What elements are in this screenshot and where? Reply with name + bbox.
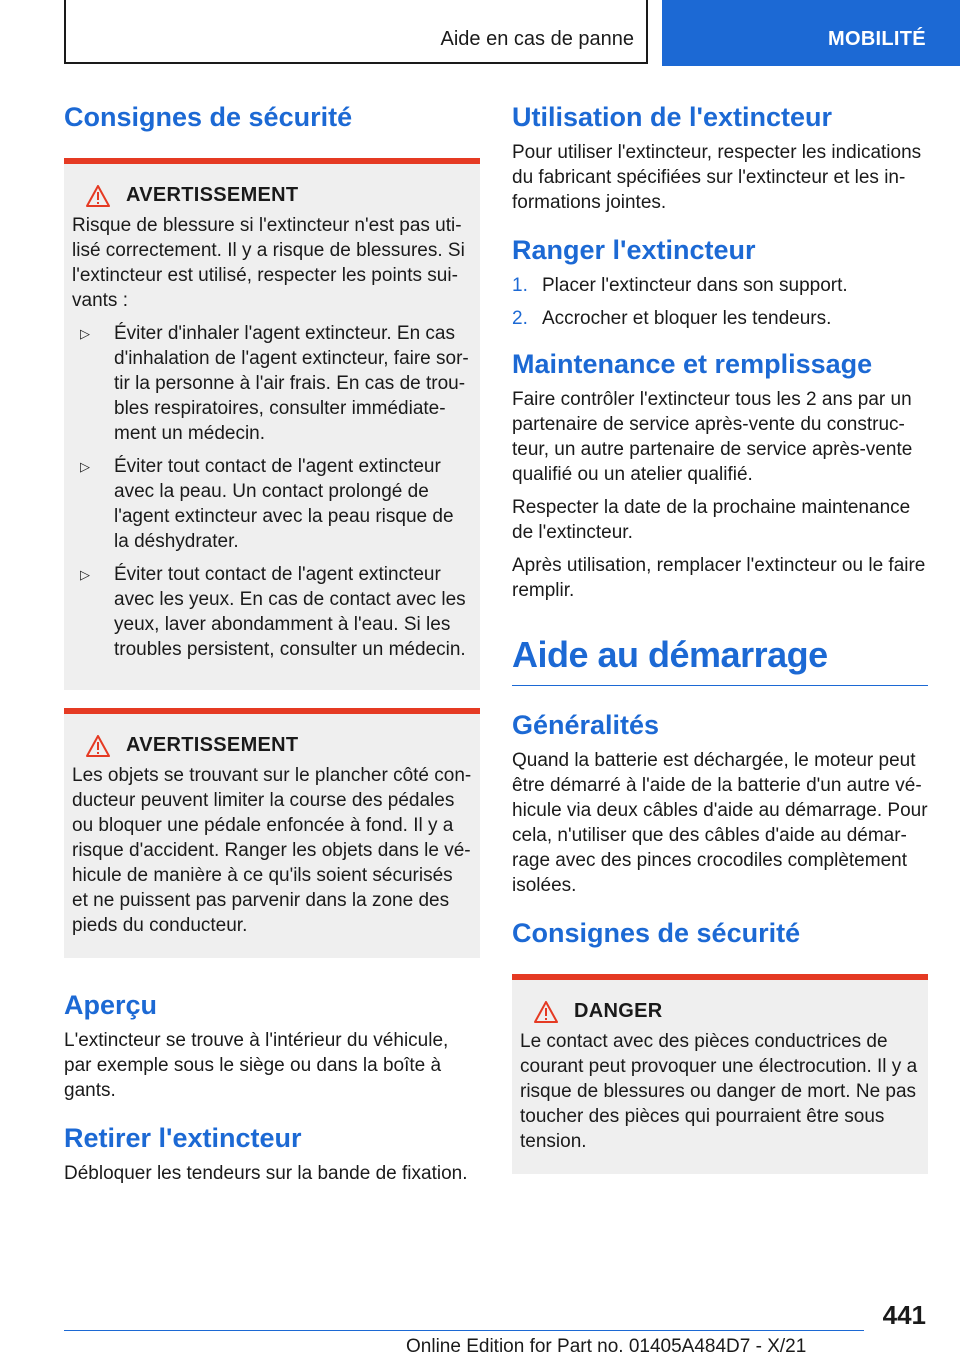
danger-title: DANGER — [574, 1000, 663, 1022]
footer-rule — [64, 1330, 864, 1331]
warning-triangle-icon — [534, 1001, 558, 1023]
list-item — [512, 273, 928, 298]
heading-jump-start: Aide au démarrage — [512, 634, 828, 675]
list-item — [512, 306, 928, 331]
bullet-text: Éviter d'inhaler l'agent extincteur. En cas d'inhalation de l'agent extincteur, faire sor-tir la personne à l'air frais. En cas de trou-bles respiratoires, consulter immédiate-ment un médecin. — [114, 323, 469, 444]
heading-safety-2: Consignes de sécurité — [512, 918, 801, 948]
list-item — [72, 321, 472, 446]
bullet-text: Éviter tout contact de l'agent extincteur avec la peau. Un contact prolongé de l'agent extincteur avec la peau risque de la déshydrater. — [114, 456, 454, 552]
warning-triangle-icon — [86, 185, 110, 207]
heading-remove: Retirer l'extincteur — [64, 1123, 302, 1153]
triangle-right-icon: ▷ — [80, 326, 90, 341]
step-text: Placer l'extincteur dans son support. — [542, 275, 848, 296]
heading-use: Utilisation de l'extincteur — [512, 102, 832, 132]
step-text: Accrocher et bloquer les tendeurs. — [542, 308, 832, 329]
warning-title: AVERTISSEMENT — [126, 184, 299, 206]
maintenance-text-3: Après utilisation, remplacer l'extincteur ou le faire remplir. — [512, 555, 926, 601]
danger-box — [512, 974, 928, 1174]
triangle-right-icon: ▷ — [80, 459, 90, 474]
warning-box-2 — [64, 708, 480, 958]
heading-overview: Aperçu — [64, 990, 158, 1020]
step-number: 2. — [512, 308, 528, 329]
triangle-right-icon: ▷ — [80, 567, 90, 582]
header-chapter-tab[interactable]: MOBILITÉ — [662, 0, 960, 66]
use-text: Pour utiliser l'extincteur, respecter les indications du fabricant spécifiées sur l'extincteur et les in-formations jointes. — [512, 142, 922, 213]
list-item — [72, 454, 472, 554]
page-number: 441 — [882, 1300, 926, 1330]
list-item — [72, 562, 472, 662]
remove-text: Débloquer les tendeurs sur la bande de fixation. — [64, 1163, 468, 1184]
maintenance-text-1: Faire contrôler l'extincteur tous les 2 ans par un partenaire de service après-vente du construc-teur, un autre partenaire de service après-vente qualifié ou un atelier qualifié. — [512, 389, 913, 485]
heading-safety: Consignes de sécurité — [64, 102, 353, 132]
chapter-heading-block — [512, 633, 928, 686]
right-column — [512, 100, 928, 1174]
general-text: Quand la batterie est déchargée, le moteur peut être démarré à l'aide de la batterie d'un autre vé-hicule via deux câbles d'aide au démarrage. Pour cela, n'utiliser que des câbles d'aide au démar-rage avec des pinces crocodiles complètement isolées. — [512, 750, 928, 896]
heading-maintenance: Maintenance et remplissage — [512, 349, 873, 379]
footer-edition: Online Edition for Part no. 01405A484D7 - X/21 — [406, 1336, 807, 1357]
store-steps — [512, 273, 928, 331]
heading-store: Ranger l'extincteur — [512, 235, 756, 265]
warning-title: AVERTISSEMENT — [126, 734, 299, 756]
heading-general: Généralités — [512, 710, 660, 740]
warning-intro: Risque de blessure si l'extincteur n'est pas uti-lisé correctement. Il y a risque de blessures. Si l'extincteur est utilisé, respecter les points sui-vants : — [72, 215, 465, 311]
warning-triangle-icon — [86, 735, 110, 757]
overview-text: L'extincteur se trouve à l'intérieur du véhicule, par exemple sous le siège ou dans la boîte à gants. — [64, 1030, 449, 1101]
danger-text: Le contact avec des pièces conductrices de courant peut provoquer une électrocution. Il y a risque de blessures ou danger de mort. Ne pas toucher des pièces qui pourraient être sous tension. — [520, 1031, 918, 1152]
warning-text: Les objets se trouvant sur le plancher côté con-ducteur peuvent limiter la course des pédales ou bloquer une pédale enfoncée à fond. Il y a risque d'accident. Ranger les objets dans le vé-hicule de manière à ce qu'ils soient sécurisés et ne puissent pas parvenir dans la zone des pieds du conducteur. — [72, 765, 472, 936]
warning-box-1 — [64, 158, 480, 690]
header-section-title: Aide en cas de panne — [440, 28, 634, 50]
step-number: 1. — [512, 275, 528, 296]
maintenance-text-2: Respecter la date de la prochaine maintenance de l'extincteur. — [512, 497, 911, 543]
bullet-text: Éviter tout contact de l'agent extincteur avec les yeux. En cas de contact avec les yeux, laver abondamment à l'eau. Si les troubles persistent, consulter un médecin. — [114, 564, 466, 660]
left-column — [64, 100, 480, 1186]
